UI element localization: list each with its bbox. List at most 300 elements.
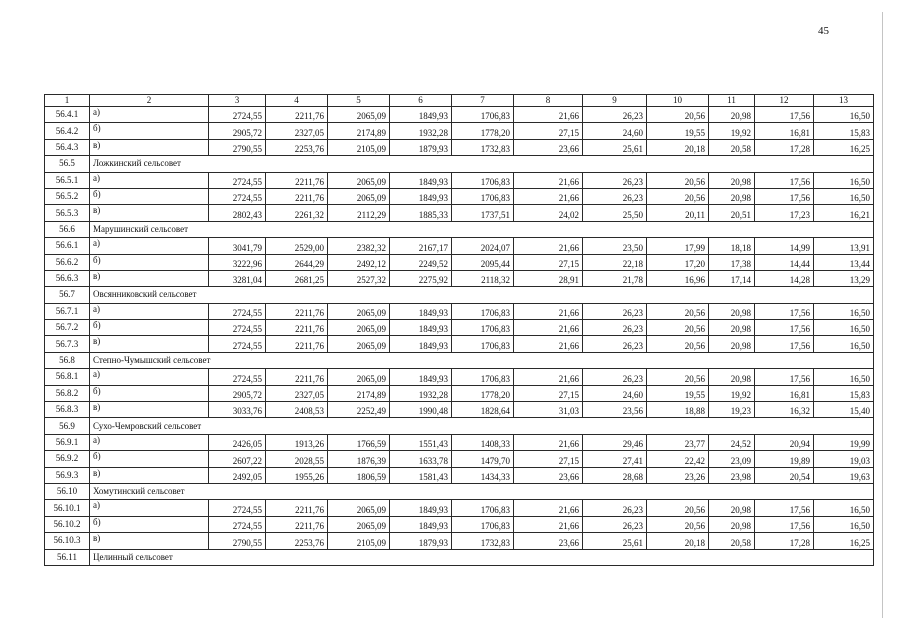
tariff-table (44, 94, 874, 566)
value-cell-col3: 3222,96 (209, 254, 266, 270)
value-cell-col4: 2644,29 (266, 254, 328, 270)
table-row (45, 205, 874, 221)
value-cell-col7: 1706,83 (452, 107, 514, 123)
row-label: а) (90, 107, 209, 123)
value-cell-col5: 2252,49 (328, 402, 390, 418)
value-cell-col10: 20,11 (647, 205, 709, 221)
scan-edge-line (882, 12, 883, 618)
value-cell-col12: 16,32 (755, 402, 814, 418)
column-header-5: 5 (328, 95, 390, 107)
value-cell-col7: 1706,83 (452, 369, 514, 385)
value-cell-col13: 16,50 (814, 320, 874, 336)
row-code: 56.11 (45, 549, 90, 565)
value-cell-col10: 20,18 (647, 139, 709, 155)
value-cell-col4: 2253,76 (266, 533, 328, 549)
row-label: в) (90, 533, 209, 549)
value-cell-col4: 2211,76 (266, 320, 328, 336)
value-cell-col13: 15,40 (814, 402, 874, 418)
value-cell-col3: 2724,55 (209, 172, 266, 188)
value-cell-col9: 23,50 (583, 238, 647, 254)
row-code: 56.6 (45, 221, 90, 237)
value-cell-col3: 2790,55 (209, 533, 266, 549)
value-cell-col8: 21,66 (514, 303, 583, 319)
value-cell-col10: 18,88 (647, 402, 709, 418)
section-row (45, 549, 874, 565)
row-code: 56.9.2 (45, 451, 90, 467)
value-cell-col11: 17,38 (709, 254, 755, 270)
value-cell-col4: 2211,76 (266, 336, 328, 352)
value-cell-col8: 31,03 (514, 402, 583, 418)
value-cell-col3: 2905,72 (209, 123, 266, 139)
value-cell-col3: 3281,04 (209, 270, 266, 286)
table-row (45, 451, 874, 467)
value-cell-col6: 1581,43 (390, 467, 452, 483)
value-cell-col5: 2112,29 (328, 205, 390, 221)
value-cell-col9: 27,41 (583, 451, 647, 467)
value-cell-col12: 14,28 (755, 270, 814, 286)
value-cell-col10: 22,42 (647, 451, 709, 467)
value-cell-col8: 21,66 (514, 107, 583, 123)
row-code: 56.6.1 (45, 238, 90, 254)
value-cell-col8: 27,15 (514, 385, 583, 401)
section-row (45, 156, 874, 172)
column-header-1: 1 (45, 95, 90, 107)
row-code: 56.6.3 (45, 270, 90, 286)
header-row (45, 95, 874, 107)
value-cell-col11: 20,98 (709, 336, 755, 352)
value-cell-col7: 1732,83 (452, 139, 514, 155)
value-cell-col11: 18,18 (709, 238, 755, 254)
value-cell-col5: 2065,09 (328, 369, 390, 385)
value-cell-col7: 1828,64 (452, 402, 514, 418)
value-cell-col11: 20,98 (709, 303, 755, 319)
value-cell-col10: 20,56 (647, 320, 709, 336)
row-code: 56.6.2 (45, 254, 90, 270)
column-header-8: 8 (514, 95, 583, 107)
value-cell-col9: 26,23 (583, 369, 647, 385)
value-cell-col6: 1932,28 (390, 385, 452, 401)
section-row (45, 483, 874, 499)
value-cell-col8: 24,02 (514, 205, 583, 221)
row-code: 56.10.3 (45, 533, 90, 549)
value-cell-col9: 23,56 (583, 402, 647, 418)
value-cell-col13: 16,50 (814, 336, 874, 352)
value-cell-col9: 24,60 (583, 123, 647, 139)
value-cell-col5: 2065,09 (328, 320, 390, 336)
value-cell-col8: 21,66 (514, 434, 583, 450)
value-cell-col9: 26,23 (583, 500, 647, 516)
value-cell-col6: 1932,28 (390, 123, 452, 139)
value-cell-col6: 1849,93 (390, 188, 452, 204)
section-title: Степно-Чумышский сельсовет (90, 352, 874, 368)
value-cell-col4: 1955,26 (266, 467, 328, 483)
value-cell-col8: 27,15 (514, 123, 583, 139)
value-cell-col11: 20,51 (709, 205, 755, 221)
value-cell-col7: 2095,44 (452, 254, 514, 270)
table-row (45, 172, 874, 188)
value-cell-col11: 19,92 (709, 385, 755, 401)
value-cell-col13: 19,63 (814, 467, 874, 483)
value-cell-col9: 26,23 (583, 320, 647, 336)
section-title: Овсянниковский сельсовет (90, 287, 874, 303)
value-cell-col5: 1876,39 (328, 451, 390, 467)
value-cell-col11: 19,23 (709, 402, 755, 418)
row-label: а) (90, 369, 209, 385)
value-cell-col4: 2211,76 (266, 516, 328, 532)
value-cell-col13: 16,50 (814, 188, 874, 204)
row-label: б) (90, 516, 209, 532)
value-cell-col11: 23,98 (709, 467, 755, 483)
row-code: 56.5.3 (45, 205, 90, 221)
value-cell-col12: 17,23 (755, 205, 814, 221)
value-cell-col6: 1885,33 (390, 205, 452, 221)
value-cell-col3: 2724,55 (209, 336, 266, 352)
value-cell-col4: 2681,25 (266, 270, 328, 286)
table-row (45, 385, 874, 401)
row-label: б) (90, 123, 209, 139)
value-cell-col3: 2724,55 (209, 500, 266, 516)
value-cell-col8: 21,66 (514, 238, 583, 254)
value-cell-col10: 20,56 (647, 303, 709, 319)
section-title: Целинный сельсовет (90, 549, 874, 565)
value-cell-col9: 26,23 (583, 516, 647, 532)
value-cell-col4: 2211,76 (266, 369, 328, 385)
row-label: в) (90, 402, 209, 418)
value-cell-col5: 2382,32 (328, 238, 390, 254)
row-code: 56.9.3 (45, 467, 90, 483)
row-code: 56.4.3 (45, 139, 90, 155)
value-cell-col10: 20,56 (647, 336, 709, 352)
value-cell-col8: 27,15 (514, 254, 583, 270)
value-cell-col12: 16,81 (755, 123, 814, 139)
table-row (45, 270, 874, 286)
row-code: 56.8.2 (45, 385, 90, 401)
value-cell-col11: 20,98 (709, 172, 755, 188)
row-label: а) (90, 172, 209, 188)
value-cell-col12: 14,44 (755, 254, 814, 270)
value-cell-col13: 16,50 (814, 500, 874, 516)
value-cell-col3: 3041,79 (209, 238, 266, 254)
value-cell-col12: 14,99 (755, 238, 814, 254)
table-row (45, 500, 874, 516)
value-cell-col11: 20,58 (709, 139, 755, 155)
value-cell-col10: 17,99 (647, 238, 709, 254)
value-cell-col11: 20,98 (709, 188, 755, 204)
value-cell-col6: 1849,93 (390, 172, 452, 188)
value-cell-col6: 1849,93 (390, 516, 452, 532)
value-cell-col11: 19,92 (709, 123, 755, 139)
value-cell-col6: 1849,93 (390, 336, 452, 352)
value-cell-col5: 2065,09 (328, 172, 390, 188)
value-cell-col8: 23,66 (514, 467, 583, 483)
value-cell-col3: 2724,55 (209, 107, 266, 123)
value-cell-col5: 2065,09 (328, 336, 390, 352)
value-cell-col3: 2724,55 (209, 516, 266, 532)
row-code: 56.4.2 (45, 123, 90, 139)
value-cell-col10: 20,56 (647, 500, 709, 516)
row-label: а) (90, 500, 209, 516)
value-cell-col7: 1408,33 (452, 434, 514, 450)
value-cell-col13: 13,29 (814, 270, 874, 286)
row-code: 56.7 (45, 287, 90, 303)
value-cell-col13: 16,50 (814, 107, 874, 123)
value-cell-col6: 1551,43 (390, 434, 452, 450)
section-row (45, 221, 874, 237)
value-cell-col6: 1849,93 (390, 107, 452, 123)
value-cell-col12: 17,56 (755, 303, 814, 319)
value-cell-col3: 3033,76 (209, 402, 266, 418)
table-header (45, 95, 874, 107)
table-row (45, 369, 874, 385)
value-cell-col13: 16,25 (814, 533, 874, 549)
value-cell-col4: 2261,32 (266, 205, 328, 221)
value-cell-col9: 22,18 (583, 254, 647, 270)
value-cell-col4: 2253,76 (266, 139, 328, 155)
value-cell-col4: 2028,55 (266, 451, 328, 467)
column-header-4: 4 (266, 95, 328, 107)
value-cell-col6: 1849,93 (390, 303, 452, 319)
value-cell-col3: 2790,55 (209, 139, 266, 155)
value-cell-col9: 26,23 (583, 336, 647, 352)
value-cell-col8: 21,66 (514, 369, 583, 385)
table-row (45, 336, 874, 352)
value-cell-col8: 21,66 (514, 500, 583, 516)
value-cell-col12: 17,56 (755, 320, 814, 336)
value-cell-col13: 19,03 (814, 451, 874, 467)
row-code: 56.9.1 (45, 434, 90, 450)
value-cell-col7: 1706,83 (452, 500, 514, 516)
row-label: а) (90, 238, 209, 254)
value-cell-col8: 21,66 (514, 336, 583, 352)
table-row (45, 238, 874, 254)
value-cell-col9: 25,61 (583, 533, 647, 549)
section-title: Ложкинский сельсовет (90, 156, 874, 172)
value-cell-col13: 15,83 (814, 123, 874, 139)
row-label: в) (90, 205, 209, 221)
value-cell-col12: 19,89 (755, 451, 814, 467)
value-cell-col12: 17,56 (755, 500, 814, 516)
value-cell-col4: 2211,76 (266, 172, 328, 188)
value-cell-col11: 20,98 (709, 320, 755, 336)
value-cell-col6: 1990,48 (390, 402, 452, 418)
value-cell-col9: 26,23 (583, 188, 647, 204)
row-code: 56.10.2 (45, 516, 90, 532)
column-header-12: 12 (755, 95, 814, 107)
value-cell-col9: 26,23 (583, 303, 647, 319)
row-label: в) (90, 139, 209, 155)
value-cell-col5: 2492,12 (328, 254, 390, 270)
value-cell-col13: 16,50 (814, 303, 874, 319)
table-body (45, 107, 874, 566)
value-cell-col6: 2275,92 (390, 270, 452, 286)
section-title: Сухо-Чемровский сельсовет (90, 418, 874, 434)
value-cell-col5: 2065,09 (328, 188, 390, 204)
value-cell-col3: 2607,22 (209, 451, 266, 467)
value-cell-col9: 21,78 (583, 270, 647, 286)
value-cell-col13: 16,50 (814, 369, 874, 385)
value-cell-col11: 24,52 (709, 434, 755, 450)
value-cell-col6: 1879,93 (390, 533, 452, 549)
value-cell-col7: 1706,83 (452, 516, 514, 532)
value-cell-col3: 2492,05 (209, 467, 266, 483)
value-cell-col10: 23,77 (647, 434, 709, 450)
value-cell-col5: 1766,59 (328, 434, 390, 450)
value-cell-col12: 17,56 (755, 188, 814, 204)
value-cell-col12: 17,56 (755, 107, 814, 123)
value-cell-col10: 17,20 (647, 254, 709, 270)
row-label: в) (90, 336, 209, 352)
row-label: б) (90, 451, 209, 467)
value-cell-col6: 1849,93 (390, 320, 452, 336)
column-header-3: 3 (209, 95, 266, 107)
value-cell-col5: 2174,89 (328, 123, 390, 139)
row-code: 56.8.3 (45, 402, 90, 418)
value-cell-col4: 2327,05 (266, 385, 328, 401)
column-header-6: 6 (390, 95, 452, 107)
value-cell-col7: 2024,07 (452, 238, 514, 254)
value-cell-col10: 23,26 (647, 467, 709, 483)
value-cell-col12: 17,28 (755, 533, 814, 549)
value-cell-col10: 20,56 (647, 516, 709, 532)
value-cell-col5: 2065,09 (328, 303, 390, 319)
page-number: 45 (818, 25, 829, 37)
value-cell-col13: 16,25 (814, 139, 874, 155)
row-label: б) (90, 188, 209, 204)
row-code: 56.7.1 (45, 303, 90, 319)
value-cell-col7: 1737,51 (452, 205, 514, 221)
row-label: а) (90, 303, 209, 319)
value-cell-col4: 2408,53 (266, 402, 328, 418)
value-cell-col13: 13,44 (814, 254, 874, 270)
table-row (45, 533, 874, 549)
value-cell-col11: 23,09 (709, 451, 755, 467)
column-header-9: 9 (583, 95, 647, 107)
value-cell-col3: 2426,05 (209, 434, 266, 450)
value-cell-col12: 17,56 (755, 369, 814, 385)
row-code: 56.10 (45, 483, 90, 499)
value-cell-col4: 2529,00 (266, 238, 328, 254)
value-cell-col12: 17,56 (755, 172, 814, 188)
row-label: б) (90, 254, 209, 270)
row-code: 56.8.1 (45, 369, 90, 385)
table-row (45, 402, 874, 418)
value-cell-col4: 2211,76 (266, 303, 328, 319)
column-header-13: 13 (814, 95, 874, 107)
column-header-11: 11 (709, 95, 755, 107)
table-row (45, 123, 874, 139)
value-cell-col9: 28,68 (583, 467, 647, 483)
value-cell-col11: 20,98 (709, 500, 755, 516)
value-cell-col7: 1479,70 (452, 451, 514, 467)
value-cell-col5: 2065,09 (328, 107, 390, 123)
value-cell-col7: 1434,33 (452, 467, 514, 483)
value-cell-col3: 2724,55 (209, 369, 266, 385)
row-code: 56.7.3 (45, 336, 90, 352)
value-cell-col5: 1806,59 (328, 467, 390, 483)
value-cell-col7: 1706,83 (452, 172, 514, 188)
value-cell-col10: 19,55 (647, 385, 709, 401)
value-cell-col9: 26,23 (583, 172, 647, 188)
table-row (45, 254, 874, 270)
value-cell-col3: 2724,55 (209, 320, 266, 336)
value-cell-col12: 17,56 (755, 336, 814, 352)
column-header-7: 7 (452, 95, 514, 107)
section-row (45, 352, 874, 368)
value-cell-col11: 20,58 (709, 533, 755, 549)
value-cell-col8: 21,66 (514, 188, 583, 204)
value-cell-col7: 1706,83 (452, 303, 514, 319)
value-cell-col8: 21,66 (514, 320, 583, 336)
value-cell-col7: 1778,20 (452, 123, 514, 139)
row-code: 56.5 (45, 156, 90, 172)
value-cell-col10: 20,56 (647, 172, 709, 188)
table-row (45, 320, 874, 336)
value-cell-col11: 20,98 (709, 369, 755, 385)
value-cell-col4: 1913,26 (266, 434, 328, 450)
value-cell-col10: 20,56 (647, 188, 709, 204)
table-row (45, 188, 874, 204)
value-cell-col12: 17,28 (755, 139, 814, 155)
row-code: 56.4.1 (45, 107, 90, 123)
section-title: Марушинский сельсовет (90, 221, 874, 237)
value-cell-col9: 29,46 (583, 434, 647, 450)
value-cell-col13: 15,83 (814, 385, 874, 401)
value-cell-col4: 2211,76 (266, 500, 328, 516)
section-row (45, 418, 874, 434)
value-cell-col5: 2105,09 (328, 533, 390, 549)
value-cell-col12: 20,94 (755, 434, 814, 450)
value-cell-col13: 13,91 (814, 238, 874, 254)
value-cell-col5: 2527,32 (328, 270, 390, 286)
row-code: 56.5.2 (45, 188, 90, 204)
column-header-10: 10 (647, 95, 709, 107)
value-cell-col9: 24,60 (583, 385, 647, 401)
value-cell-col9: 25,50 (583, 205, 647, 221)
value-cell-col3: 2802,43 (209, 205, 266, 221)
section-title: Хомутинский сельсовет (90, 483, 874, 499)
value-cell-col3: 2724,55 (209, 303, 266, 319)
value-cell-col3: 2724,55 (209, 188, 266, 204)
row-code: 56.10.1 (45, 500, 90, 516)
value-cell-col7: 1706,83 (452, 336, 514, 352)
value-cell-col13: 16,21 (814, 205, 874, 221)
value-cell-col4: 2211,76 (266, 107, 328, 123)
value-cell-col7: 1706,83 (452, 320, 514, 336)
row-code: 56.8 (45, 352, 90, 368)
value-cell-col10: 20,56 (647, 107, 709, 123)
value-cell-col3: 2905,72 (209, 385, 266, 401)
table-row (45, 107, 874, 123)
row-label: в) (90, 467, 209, 483)
value-cell-col12: 16,81 (755, 385, 814, 401)
row-label: б) (90, 385, 209, 401)
value-cell-col6: 1633,78 (390, 451, 452, 467)
value-cell-col6: 1879,93 (390, 139, 452, 155)
value-cell-col10: 20,56 (647, 369, 709, 385)
value-cell-col6: 1849,93 (390, 500, 452, 516)
value-cell-col11: 20,98 (709, 516, 755, 532)
table-row (45, 434, 874, 450)
value-cell-col12: 17,56 (755, 516, 814, 532)
column-header-2: 2 (90, 95, 209, 107)
value-cell-col8: 21,66 (514, 516, 583, 532)
value-cell-col9: 25,61 (583, 139, 647, 155)
value-cell-col7: 1706,83 (452, 188, 514, 204)
value-cell-col9: 26,23 (583, 107, 647, 123)
row-label: в) (90, 270, 209, 286)
section-row (45, 287, 874, 303)
row-label: а) (90, 434, 209, 450)
